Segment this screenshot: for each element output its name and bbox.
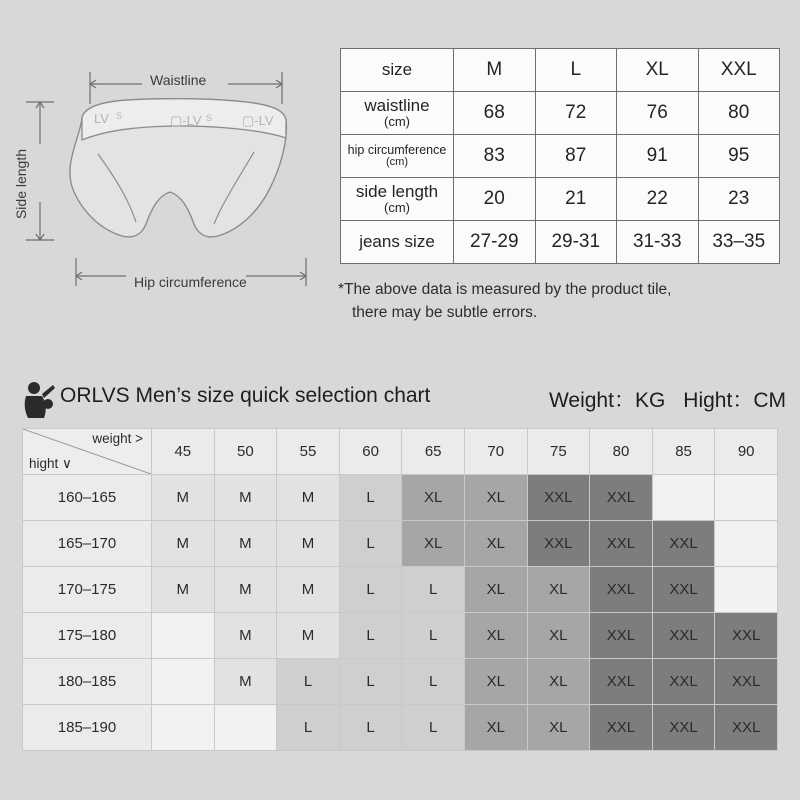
matrix-cell: XXL bbox=[715, 705, 778, 751]
matrix-cell: M bbox=[277, 567, 340, 613]
cell-hip-xxl: 95 bbox=[698, 135, 780, 178]
page-title: ORLVS Men’s size quick selection chart bbox=[60, 384, 431, 407]
matrix-cell: L bbox=[402, 659, 465, 705]
matrix-height-header: 170–175 bbox=[23, 567, 152, 613]
svg-text:▢-LV: ▢-LV bbox=[170, 113, 202, 128]
row-header-jeans-size bbox=[341, 221, 454, 264]
cell-waistline-m: 68 bbox=[454, 92, 536, 135]
cell-side-l: 21 bbox=[535, 178, 617, 221]
matrix-weight-header: 55 bbox=[277, 429, 340, 475]
matrix-cell: L bbox=[339, 521, 402, 567]
hight-unit: CM bbox=[753, 389, 786, 412]
matrix-height-header: 180–185 bbox=[23, 659, 152, 705]
matrix-weight-header: 90 bbox=[715, 429, 778, 475]
cell-side-m: 20 bbox=[454, 178, 536, 221]
matrix-cell: L bbox=[402, 613, 465, 659]
matrix-cell: XXL bbox=[590, 613, 653, 659]
matrix-height-header: 165–170 bbox=[23, 521, 152, 567]
matrix-cell: L bbox=[339, 613, 402, 659]
matrix-cell: XXL bbox=[590, 521, 653, 567]
matrix-cell: L bbox=[339, 705, 402, 751]
matrix-cell: L bbox=[339, 567, 402, 613]
table-row bbox=[341, 178, 780, 221]
column-header-size: size bbox=[341, 49, 454, 92]
matrix-cell: M bbox=[152, 521, 215, 567]
matrix-cell: XXL bbox=[652, 705, 715, 751]
cell-jeans-m: 27-29 bbox=[454, 221, 536, 264]
cell-side-xl: 22 bbox=[617, 178, 699, 221]
cell-hip-l: 87 bbox=[535, 135, 617, 178]
matrix-cell: XXL bbox=[590, 567, 653, 613]
matrix-weight-header: 80 bbox=[590, 429, 653, 475]
row-label-waistline: waistline bbox=[364, 96, 430, 116]
units-legend bbox=[549, 384, 786, 414]
cell-side-xxl: 23 bbox=[698, 178, 780, 221]
row-header-side-length bbox=[341, 178, 454, 221]
matrix-row bbox=[23, 613, 778, 659]
matrix-cell: L bbox=[402, 567, 465, 613]
matrix-cell bbox=[214, 705, 277, 751]
product-measurement-diagram bbox=[10, 26, 330, 290]
svg-text:▢-LV: ▢-LV bbox=[242, 113, 274, 128]
size-chart-heading bbox=[0, 378, 800, 424]
matrix-cell: XXL bbox=[527, 521, 590, 567]
hight-label: Hight： bbox=[683, 389, 754, 412]
matrix-cell: XL bbox=[527, 705, 590, 751]
cell-jeans-xl: 31-33 bbox=[617, 221, 699, 264]
matrix-cell: XXL bbox=[590, 659, 653, 705]
matrix-cell: M bbox=[277, 613, 340, 659]
matrix-cell: XXL bbox=[652, 567, 715, 613]
underwear-outline-svg bbox=[10, 26, 330, 286]
column-header-m: M bbox=[454, 49, 536, 92]
matrix-weight-header: 50 bbox=[214, 429, 277, 475]
side-length-label: Side length bbox=[13, 148, 30, 220]
matrix-body bbox=[23, 429, 778, 751]
matrix-weight-header: 70 bbox=[464, 429, 527, 475]
matrix-cell bbox=[152, 659, 215, 705]
hip-circumference-label: Hip circumference bbox=[134, 274, 247, 290]
svg-text:S: S bbox=[116, 111, 123, 121]
row-label-jeans-size: jeans size bbox=[359, 232, 435, 252]
note-line-1: *The above data is measured by the product tile, bbox=[338, 281, 672, 298]
matrix-cell: XXL bbox=[652, 613, 715, 659]
matrix-row bbox=[23, 705, 778, 751]
matrix-cell bbox=[715, 475, 778, 521]
matrix-cell: XXL bbox=[715, 613, 778, 659]
svg-text:LV: LV bbox=[94, 111, 109, 126]
top-section bbox=[0, 0, 800, 352]
size-specification-table bbox=[340, 48, 780, 264]
matrix-cell: XL bbox=[402, 521, 465, 567]
matrix-cell: L bbox=[402, 705, 465, 751]
matrix-cell: XL bbox=[464, 567, 527, 613]
waistline-label: Waistline bbox=[150, 72, 207, 88]
matrix-cell bbox=[152, 613, 215, 659]
matrix-cell: M bbox=[152, 567, 215, 613]
matrix-cell: L bbox=[277, 705, 340, 751]
matrix-cell bbox=[715, 567, 778, 613]
row-unit-hip: (cm) bbox=[386, 155, 408, 168]
matrix-cell: M bbox=[277, 521, 340, 567]
matrix-row bbox=[23, 567, 778, 613]
table-row bbox=[341, 221, 780, 264]
matrix-cell: XL bbox=[527, 567, 590, 613]
matrix-header-row bbox=[23, 429, 778, 475]
weight-unit: KG bbox=[634, 389, 666, 412]
matrix-cell: M bbox=[277, 475, 340, 521]
matrix-cell: L bbox=[339, 659, 402, 705]
table-row bbox=[341, 92, 780, 135]
matrix-cell: M bbox=[214, 475, 277, 521]
matrix-height-header: 185–190 bbox=[23, 705, 152, 751]
matrix-cell: M bbox=[214, 567, 277, 613]
matrix-cell: L bbox=[339, 475, 402, 521]
row-unit-waistline: (cm) bbox=[384, 114, 410, 130]
row-label-hip: hip circumference bbox=[347, 142, 447, 157]
matrix-cell: XXL bbox=[590, 705, 653, 751]
matrix-cell: XL bbox=[527, 659, 590, 705]
matrix-weight-header: 45 bbox=[152, 429, 215, 475]
column-header-xxl: XXL bbox=[698, 49, 780, 92]
matrix-cell: M bbox=[214, 521, 277, 567]
matrix-cell: XL bbox=[527, 613, 590, 659]
matrix-row bbox=[23, 521, 778, 567]
cell-waistline-xxl: 80 bbox=[698, 92, 780, 135]
matrix-cell: M bbox=[214, 659, 277, 705]
weight-label: Weight： bbox=[548, 389, 635, 412]
row-header-waistline bbox=[341, 92, 454, 135]
matrix-weight-header: 75 bbox=[527, 429, 590, 475]
matrix-height-header: 160–165 bbox=[23, 475, 152, 521]
matrix-weight-header: 85 bbox=[652, 429, 715, 475]
brand-logo-icon bbox=[20, 380, 56, 420]
svg-text:S: S bbox=[206, 113, 213, 123]
matrix-corner-cell bbox=[23, 429, 152, 475]
cell-waistline-l: 72 bbox=[535, 92, 617, 135]
matrix-cell bbox=[715, 521, 778, 567]
matrix-weight-header: 65 bbox=[402, 429, 465, 475]
matrix-height-header: 175–180 bbox=[23, 613, 152, 659]
matrix-cell: M bbox=[152, 475, 215, 521]
matrix-cell: XXL bbox=[652, 521, 715, 567]
matrix-cell bbox=[152, 705, 215, 751]
measurement-note bbox=[338, 278, 788, 325]
matrix-cell: XL bbox=[402, 475, 465, 521]
matrix-cell: L bbox=[277, 659, 340, 705]
cell-jeans-l: 29-31 bbox=[535, 221, 617, 264]
column-header-xl: XL bbox=[617, 49, 699, 92]
cell-hip-xl: 91 bbox=[617, 135, 699, 178]
matrix-row bbox=[23, 659, 778, 705]
matrix-row bbox=[23, 475, 778, 521]
note-line-2: there may be subtle errors. bbox=[352, 304, 538, 322]
cell-waistline-xl: 76 bbox=[617, 92, 699, 135]
matrix-cell: M bbox=[214, 613, 277, 659]
column-header-l: L bbox=[535, 49, 617, 92]
matrix-cell: XXL bbox=[590, 475, 653, 521]
matrix-cell: XXL bbox=[527, 475, 590, 521]
matrix-cell: XXL bbox=[652, 659, 715, 705]
matrix-cell: XL bbox=[464, 475, 527, 521]
table-row bbox=[341, 135, 780, 178]
row-header-hip bbox=[341, 135, 454, 178]
corner-weight-label: weight > bbox=[92, 431, 143, 446]
cell-jeans-xxl: 33–35 bbox=[698, 221, 780, 264]
corner-hight-label: hight ∨ bbox=[29, 456, 72, 471]
matrix-weight-header: 60 bbox=[339, 429, 402, 475]
matrix-cell: XL bbox=[464, 705, 527, 751]
cell-hip-m: 83 bbox=[454, 135, 536, 178]
matrix-cell: XL bbox=[464, 613, 527, 659]
row-unit-side-length: (cm) bbox=[384, 200, 410, 216]
matrix-cell: XL bbox=[464, 521, 527, 567]
matrix-cell: XL bbox=[464, 659, 527, 705]
matrix-cell bbox=[652, 475, 715, 521]
table-header-row bbox=[341, 49, 780, 92]
size-selection-matrix bbox=[22, 428, 778, 751]
matrix-cell: XXL bbox=[715, 659, 778, 705]
row-label-side-length: side length bbox=[355, 182, 439, 202]
